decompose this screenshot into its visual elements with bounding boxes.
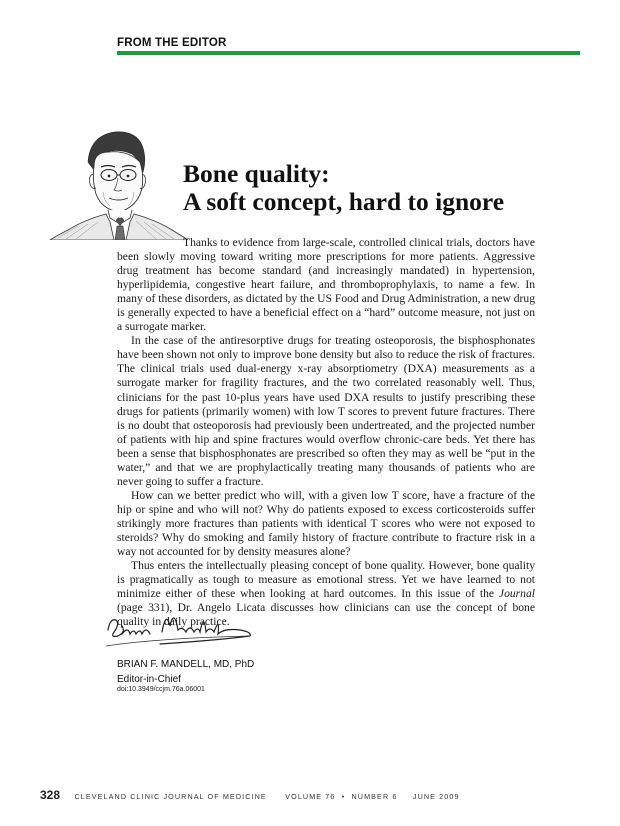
author-role: Editor-in-Chief <box>117 674 181 685</box>
page-number: 328 <box>40 788 61 802</box>
article-body <box>117 236 535 629</box>
body-paragraph-1: Thanks to evidence from large-scale, controlled clinical trials, doctors have been slowly moving toward writing more prescriptions for more patients. Aggressive drug treatment has become standard (and increasingly mandated) in hypertension, hyperlipidemia, congestive heart failure, and thromboprophylaxis, to name a few. In many of these disorders, as dictated by the US Food and Drug Administration, a new drug is generally expected to have a beneficial effect on a “hard” outcome measure, not just on a surrogate marker. <box>117 236 535 334</box>
section-label: FROM THE EDITOR <box>117 37 227 49</box>
article-title <box>183 160 504 216</box>
issue-info: VOLUME 76 • NUMBER 6 JUNE 2009 <box>285 792 460 801</box>
body-paragraph-2: In the case of the antiresorptive drugs for treating osteoporosis, the bisphosphonates have been shown not only to improve bone density but also to reduce the risk of fractures. The clinical trials used dual-energy x-ray absorptiometry (DXA) measurements as a surrogate marker for fragility fractures, and the two correlated reasonably well. Thus, clinicians for the past 10-plus years have used DXA results to justify prescribing these drugs for patients (primarily women) with low T scores to prevent future fractures. There is no doubt that osteoporosis had previously been undertreated, and the projected number of patients with hip and spine fractures would overflow chronic-care beds. Yet there has been a sense that bisphosphonates are prescribed so often they may as well be “put in the water,” and that we are prophylactically treating many thousands of patients who are never going to suffer a fracture. <box>117 334 535 488</box>
body-paragraph-3: How can we better predict who will, with a given low T score, have a fracture of the hip or spine and who will not? Why do patients exposed to excess corticosteroids suffer strikingly more fractures than patients with identical T scores who were not exposed to steroids? Why do smoking and family history of fracture contribute to fracture risk in a way not accounted for by density measures alone? <box>117 488 535 559</box>
article-title-line-1: Bone quality: <box>183 159 330 188</box>
signature-icon <box>100 604 260 654</box>
body-paragraph-4-part-1: Thus enters the intellectually pleasing concept of bone quality. However, bone quality is pragmatically as tough to measure as emotional stress. Yet we have learned to not minimize either of these when looking at hard outcomes. In this issue of the <box>117 559 535 601</box>
header-rule <box>117 51 580 55</box>
journal-reference: Journal <box>498 587 535 601</box>
author-name: BRIAN F. MANDELL, MD, PhD <box>117 659 255 670</box>
doi: doi:10.3949/ccjm.76a.06001 <box>117 686 205 693</box>
article-title-line-2: A soft concept, hard to ignore <box>183 187 505 216</box>
page-footer <box>40 786 460 804</box>
editor-portrait-icon <box>48 122 188 240</box>
author-block <box>117 657 254 687</box>
body-paragraph-4-part-2: (page 331), Dr. Angelo Licata discusses how clinicians can use the concept of bone quality in daily practice. <box>117 601 535 629</box>
journal-name: CLEVELAND CLINIC JOURNAL OF MEDICINE <box>74 792 267 801</box>
